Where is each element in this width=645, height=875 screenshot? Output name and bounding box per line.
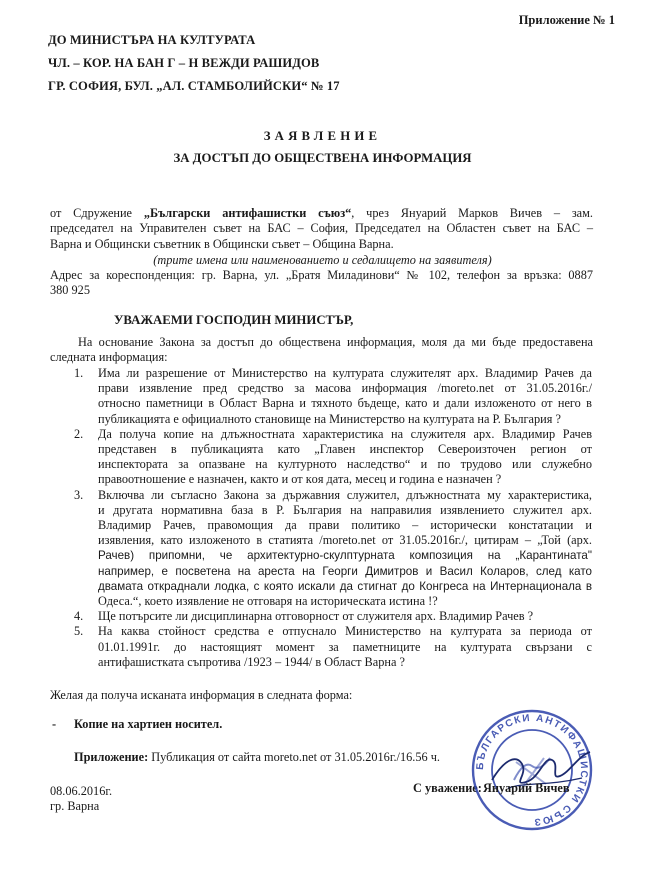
applicant-line1-rest: , чрез Януарий Марков Вичев – зам. bbox=[351, 206, 593, 220]
applicant-organization: „Български антифашистки съюз“ bbox=[143, 206, 352, 220]
item-number: 4. bbox=[74, 609, 84, 624]
appendix-number: Приложение № 1 bbox=[518, 13, 615, 27]
item-line: Да получа копие на длъжностната характеристика на служителя арх. Владимир Рачев bbox=[98, 426, 592, 441]
item-line: изявления, като изложеното в статията /moreto.net от 31.05.2016г./, цитирам – „Той (арх. bbox=[98, 533, 592, 548]
item-line: например, е посветена на ареста на Георги Димитров и Васил Коларов, след като bbox=[98, 564, 592, 578]
item-line: прави изявление пред средство за масова информация /moreto.net от 31.05.2016г./ bbox=[98, 381, 592, 396]
document-city: гр. Варна bbox=[50, 799, 100, 813]
item-number: 1. bbox=[74, 366, 84, 380]
item-line: Ще потърсите ли дисциплинарна отговорност от служителя арх. Владимир Рачев ? bbox=[98, 609, 534, 624]
item-line: относно паметници в Област Варна и тяхното бъдеще, като и дали изложеното от него в bbox=[98, 396, 592, 411]
item-number: 3. bbox=[74, 487, 84, 502]
attachment bbox=[74, 750, 440, 765]
item-line: правоотношение е назначен, както и от кoя дата, месец и година е назначен ? bbox=[98, 472, 502, 487]
addressee-line-2: ЧЛ. – КОР. НА БАН Г – Н ВЕЖДИ РАШИДОВ bbox=[48, 56, 320, 70]
item-line: двамата откраднали лодка, с която искали да стигнат до Конгреса на Интернационала в bbox=[98, 579, 592, 593]
applicant-note: (трите имена или наименованието и седалището на заявителя) bbox=[153, 253, 492, 267]
question-list bbox=[74, 366, 592, 670]
item-line: представен в публикацията като „Главен инспектор Североизточен регион от bbox=[98, 442, 592, 457]
address-line-2: 380 925 bbox=[50, 283, 90, 298]
attachment-text: Публикация от сайта moreto.net от 31.05.2016г./16.56 ч. bbox=[148, 750, 440, 764]
item-line: антифашистката съпротива /1923 – 1944/ в Област Варна ? bbox=[98, 654, 405, 669]
applicant-line-2: председател на Управителен съвет на БАС – София, Председател на Областен съвет на БАС – bbox=[50, 221, 593, 236]
closing: С уважение: bbox=[413, 781, 482, 795]
form-bullet: - bbox=[52, 717, 57, 731]
item-number: 5. bbox=[74, 624, 84, 639]
item-line: Има ли разрешение от Министерство на културата служителят арх. Владимир Рачев да bbox=[98, 366, 592, 380]
list-item bbox=[74, 488, 592, 610]
item-line: и другата нормативна база в Р. България на направилия изявлението служител арх. bbox=[98, 502, 592, 517]
applicant-block bbox=[50, 206, 593, 252]
item-line: публикацията е официалното становище на Министерство на културата на Р. България ? bbox=[98, 411, 561, 426]
greeting: УВАЖАЕМИ ГОСПОДИН МИНИСТЪР, bbox=[114, 313, 354, 327]
attachment-label: Приложение: bbox=[74, 750, 149, 764]
document-title: ЗАЯВЛЕНИЕ bbox=[263, 129, 382, 143]
item-line: Одеса.“, което изявление не отговаря на историческата истина !? bbox=[98, 594, 438, 609]
item-number: 2. bbox=[74, 426, 84, 441]
applicant-prefix: от Сдружение bbox=[50, 206, 144, 220]
item-line: На каква стойност средства е отпуснало Министерство на културата за периода от bbox=[98, 624, 592, 639]
stamp-text: БЪЛГАРСКИ АНТИФАШИСТКИ СЪЮЗ bbox=[474, 712, 590, 828]
list-item bbox=[74, 624, 592, 670]
address-block bbox=[50, 268, 593, 299]
addressee-line-1: ДО МИНИСТЪРА НА КУЛТУРАТА bbox=[48, 33, 256, 47]
item-line: 01.01.1991г. до настоящият момент за паметниците на културата свързани с bbox=[98, 639, 592, 654]
form-item: Копие на хартиен носител. bbox=[74, 717, 223, 731]
addressee-line-3: ГР. СОФИЯ, БУЛ. „АЛ. СТАМБОЛИЙСКИ“ № 17 bbox=[48, 79, 340, 93]
item-line: инспекторатa за опазване на културното наследство“ и по трудово или служебно bbox=[98, 457, 592, 472]
document-subtitle: ЗА ДОСТЪП ДО ОБЩЕСТВЕНА ИНФОРМАЦИЯ bbox=[173, 151, 472, 165]
document-date: 08.06.2016г. bbox=[50, 784, 113, 798]
item-line: Включва ли съгласно Закона за държавния служител, длъжностната му характеристика, bbox=[98, 487, 592, 502]
signatory-name: Януарий Вичев bbox=[483, 781, 570, 795]
list-item bbox=[74, 427, 592, 488]
item-line: Рачев) припомни, че архитектурно-скулптурната композиция на „Карантината" bbox=[98, 549, 592, 563]
applicant-line-3: Варна и Общински съветник в Общински съвет – Община Варна. bbox=[50, 236, 394, 251]
intro-line-1: На основание Закона за достъп до обществена информация, моля да ми бъде предоставена bbox=[78, 335, 593, 349]
list-item bbox=[74, 366, 592, 427]
item-line: Владимир Рачев, правомощия да прави политико – исторически констатации и bbox=[98, 518, 592, 533]
list-item bbox=[74, 609, 592, 624]
intro-line-2: следната информация: bbox=[50, 350, 168, 365]
address-line-1: Адрес за кореспонденция: гр. Варна, ул. „Братя Миладинови“ № 102, телефон за връзка: 0887 bbox=[50, 268, 593, 282]
intro-paragraph bbox=[50, 335, 593, 366]
form-request: Желая да получа исканата информация в следната форма: bbox=[50, 688, 353, 702]
